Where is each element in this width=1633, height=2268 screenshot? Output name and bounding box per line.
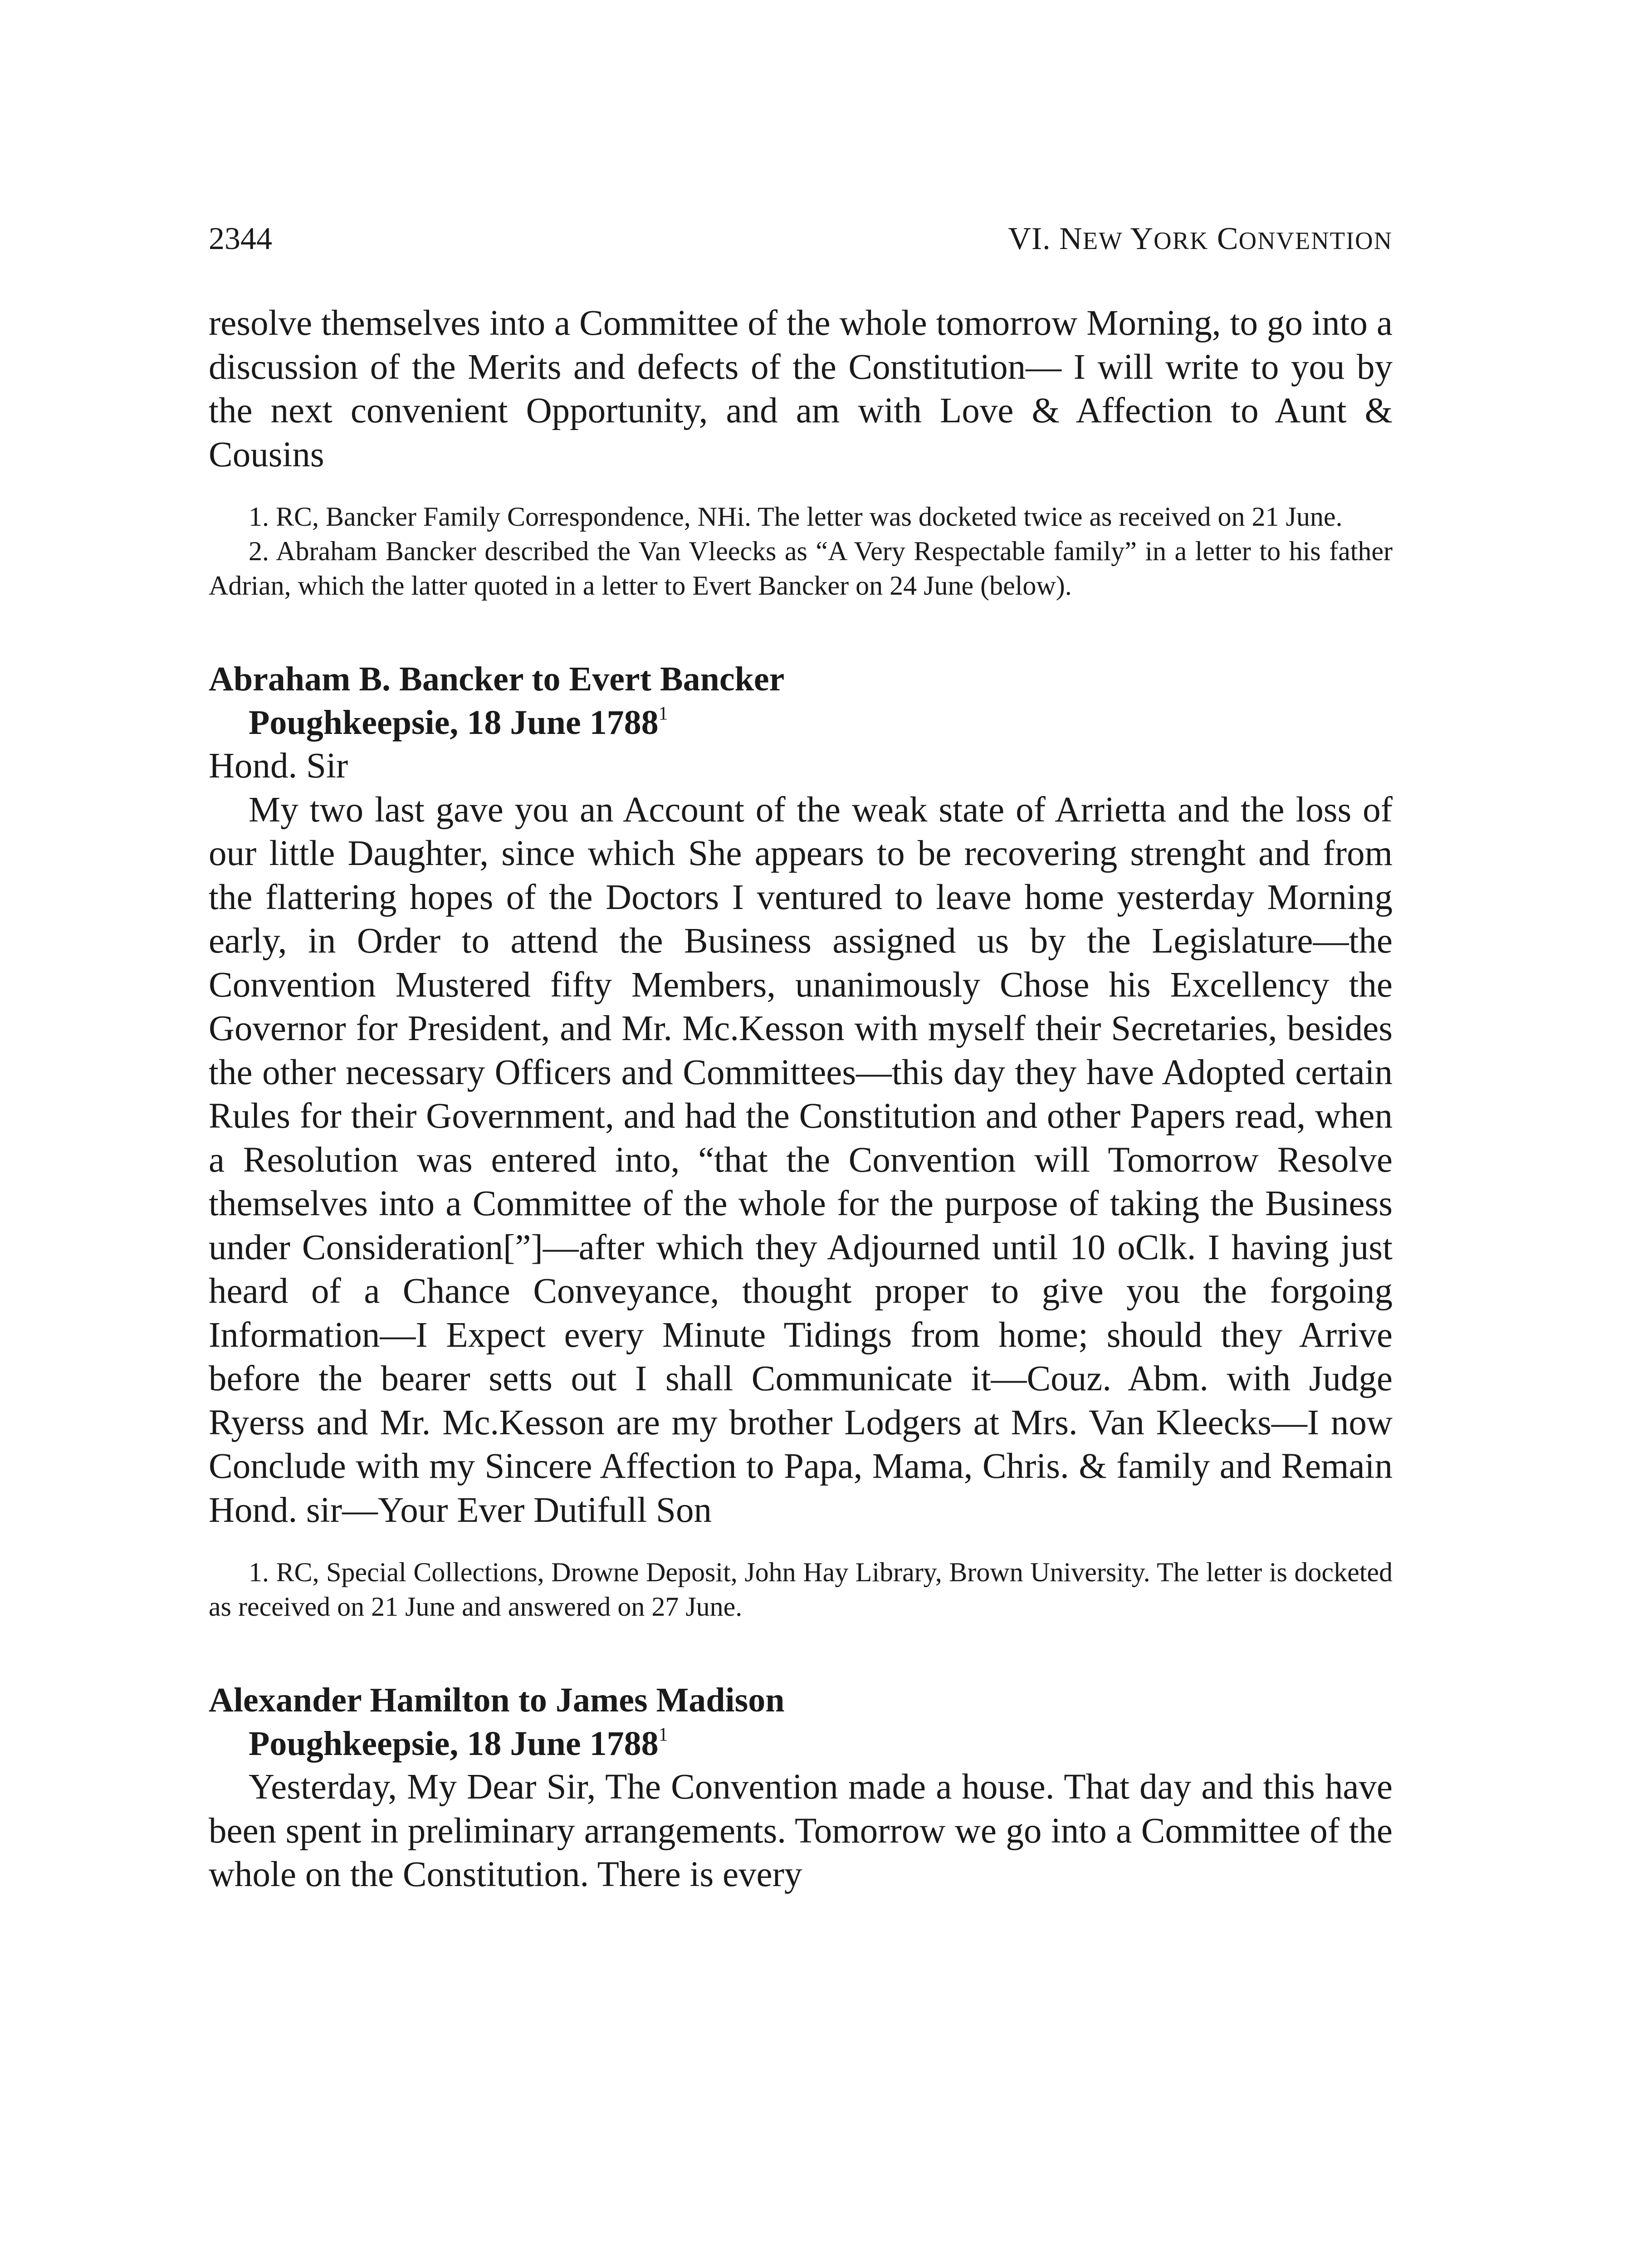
section-title: VI. NEW YORK CONVENTION <box>1008 221 1393 256</box>
footnotes-bancker-letter <box>209 1555 1393 1624</box>
footnotes-previous-letter <box>209 499 1393 603</box>
letter-heading-line2: Poughkeepsie, 18 June 1788$^1$ <box>249 1724 668 1763</box>
letter-heading-line1: Abraham B. Bancker to Evert Bancker <box>209 660 785 698</box>
letter-body-bancker: My two last gave you an Account of the weak state of Arrietta and the loss of our little Daughter, since which She appears to be recovering strenght and from the flattering hopes of the Doctors I ventured to leave home yesterday Morning early, in Order to attend the Business assigned us by the Legislature—the Convention Mustered fifty Members, unanimously Chose his Excellency the Governor for President, and Mr. Mc.Kesson with myself their Secretaries, besides the other necessary Officers and Committees—this day they have Adopted certain Rules for their Government, and had the Constitution and other Papers read, when a Resolution was entered into, “that the Convention will Tomorrow Resolve themselves into a Committee of the whole for the purpose of taking the Business under Consideration[”]—after which they Adjourned until 10 oClk. I having just heard of a Chance Conveyance, thought proper to give you the forgoing Information—I Expect every Minute Tidings from home; should they Arrive before the bearer setts out I shall Communicate it—Couz. Abm. with Judge Ryerss and Mr. Mc.Kesson are my brother Lodgers at Mrs. Van Kleecks—I now Conclude with my Sincere Affection to Papa, Mama, Chris. & family and Remain Hond. sir—Your Ever Dutifull Son <box>209 790 1393 1530</box>
footnote: 2. Abraham Bancker described the Van Vleecks as “A Very Respectable family” in a letter to his father Adrian, which the latter quoted in a letter to Evert Bancker on 24 June (below). <box>209 536 1393 601</box>
running-head <box>209 219 1393 259</box>
page-body <box>209 302 1393 1897</box>
footnote-reference: 1 <box>658 1724 668 1745</box>
letter-heading-line2: Poughkeepsie, 18 June 1788$^1$ <box>249 703 668 742</box>
document-page <box>209 0 1393 2268</box>
continuation-paragraph: resolve themselves into a Committee of the whole tomorrow Morning, to go into a discussion of the Merits and defects of the Constitution— I will write to you by the next convenient Opportunity, and am with Love & Affection to Aunt & Cousins <box>209 303 1393 474</box>
footnote: 1. RC, Special Collections, Drowne Deposit, John Hay Library, Brown University. The letter is docketed as received on 21 June and answered on 27 June. <box>209 1557 1393 1622</box>
salutation: Hond. Sir <box>209 746 348 786</box>
page-number: 2344 <box>209 221 272 256</box>
letter-heading-line1: Alexander Hamilton to James Madison <box>209 1681 785 1719</box>
footnote: 1. RC, Bancker Family Correspondence, NHi. The letter was docketed twice as received on 21 June. <box>249 502 1343 532</box>
letter-heading-bancker <box>209 657 1393 744</box>
letter-body-hamilton: Yesterday, My Dear Sir, The Convention made a house. That day and this have been spent in preliminary arrangements. Tomorrow we go into a Committee of the whole on the Constitution. There is every <box>209 1767 1393 1894</box>
footnote-reference: 1 <box>658 703 668 724</box>
letter-heading-hamilton <box>209 1678 1393 1765</box>
